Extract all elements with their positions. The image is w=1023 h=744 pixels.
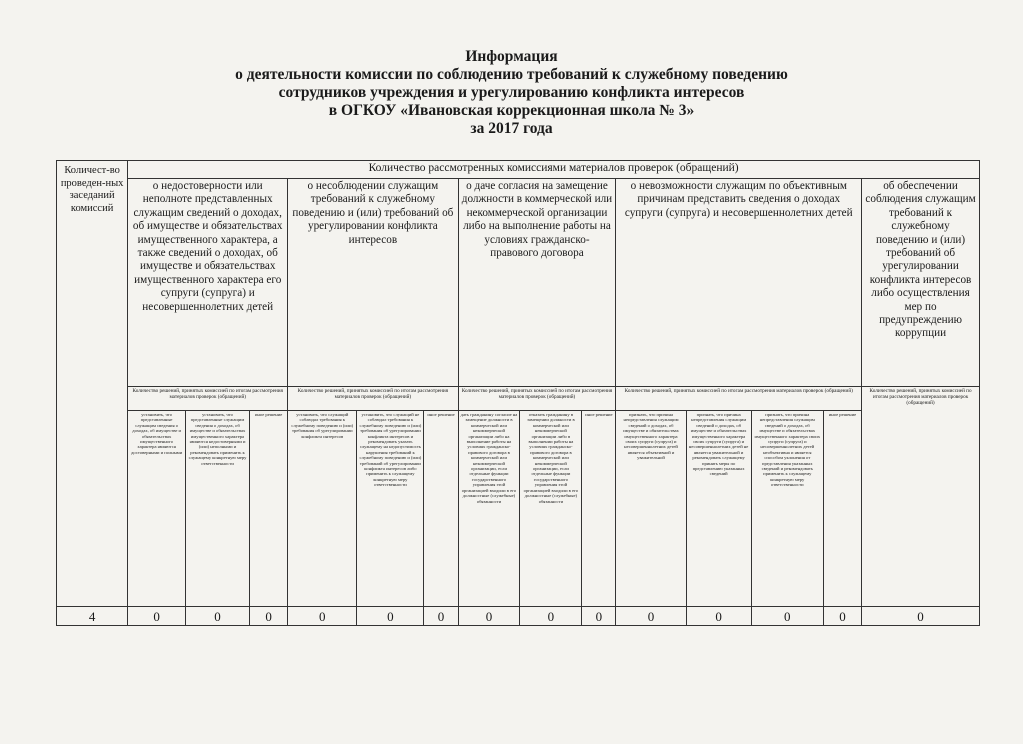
decision-cell: иное решение	[823, 411, 861, 607]
title-line: за 2017 года	[470, 120, 553, 137]
value-cell: 0	[357, 607, 424, 626]
decisions-header: Количество решений, принятых комиссией по итогам рассмотрения материалов проверок (обращений)	[862, 387, 980, 607]
category-header: об обеспечении соблюдения служащим требований к служебному поведению и (или) требований об урегулировании конфликта интересов либо осуществления мер по предупреждению коррупции	[862, 179, 980, 387]
materials-count-header: Количество рассмотренных комиссиями материалов проверок (обращений)	[128, 161, 980, 179]
value-cell: 0	[862, 607, 980, 626]
value-cell: 0	[128, 607, 186, 626]
commission-report-table	[56, 160, 980, 626]
decision-cell: иное решение	[582, 411, 616, 607]
value-cell: 0	[582, 607, 616, 626]
decisions-header: Количество решений, принятых комиссией по итогам рассмотрения материалов проверок (обращений)	[128, 387, 288, 411]
decision-cell: установить, что представленные служащим сведения о доходах, об имуществе и обязательствах имущественного характера являются недостоверными и (или) неполными и рекомендовать применить к служащему конкретную меру ответственности	[186, 411, 250, 607]
value-cell: 0	[823, 607, 861, 626]
title-line: сотрудников учреждения и урегулированию конфликта интересов	[278, 84, 745, 101]
decision-cell: отказать гражданину в замещении должности в коммерческой или некоммерческой организации либо в выполнении работы на условиях гражданско-правового договора в коммерческой или некоммерческой организации, если отдельные функции государственного управления этой организацией входили в его должностные (служебные) обязанности	[520, 411, 582, 607]
decisions-header: Количество решений, принятых комиссией по итогам рассмотрения материалов проверок (обращений)	[288, 387, 458, 411]
value-cell: 0	[686, 607, 751, 626]
value-cell: 0	[250, 607, 288, 626]
value-cell: 0	[288, 607, 357, 626]
title-line: о деятельности комиссии по соблюдению требований к служебному поведению	[235, 66, 788, 83]
decision-cell: признать, что причина непредставления служащим сведений о доходах, об имуществе и обязательствах имущественного характера своих супруги (супруга) и несовершеннолетних детей не является уважительной и рекомендовать служащему принять меры по представлению указанных сведений	[686, 411, 751, 607]
category-header: о даче согласия на замещение должности в коммерческой или некоммерческой организации либо на выполнение работы на условиях гражданско-правового договора	[458, 179, 616, 387]
title-line: Информация	[465, 48, 558, 65]
decisions-header: Количество решений, принятых комиссией по итогам рассмотрения материалов проверок (обращений)	[458, 387, 616, 411]
value-cell: 0	[751, 607, 823, 626]
decision-cell: установить, что представленные служащим сведения о доходах, об имуществе и обязательствах имущественного характера являются достоверными и полными	[128, 411, 186, 607]
value-cell: 0	[186, 607, 250, 626]
decision-cell: иное решение	[424, 411, 458, 607]
decision-cell: установить, что служащий соблюдал требования к служебному поведению и (или) требования об урегулировании конфликта интересов	[288, 411, 357, 607]
value-cell: 0	[520, 607, 582, 626]
value-cell: 0	[616, 607, 686, 626]
decision-cell: дать гражданину согласие на замещение должности в коммерческой или некоммерческой организации либо на выполнение работы на условиях гражданско-правового договора в коммерческой или некоммерческой организации, если отдельные функции государственного управления этой организацией входили в его должностные (служебные) обязанности	[458, 411, 520, 607]
value-cell: 0	[458, 607, 520, 626]
decisions-header: Количество решений, принятых комиссией по итогам рассмотрения материалов проверок (обращений)	[616, 387, 862, 411]
category-header: о невозможности служащим по объективным причинам представить сведения о доходах супруги (супруга) и несовершеннолетних детей	[616, 179, 862, 387]
document-title	[0, 48, 1023, 138]
value-cell: 0	[424, 607, 458, 626]
category-header: о недостоверности или неполноте представленных служащим сведений о доходах, об имуществе и обязательствах имущественного характера, а также сведений о доходах, об имуществе и обязательствах имущественного характера его супруги (супруга) и несовершеннолетних детей	[128, 179, 288, 387]
decision-cell: признать, что причина непредставления служащим сведений о доходах, об имуществе и обязательствах имущественного характера своих супруги (супруга) и несовершеннолетних детей необъективна и является способом уклонения от представления указанных сведений и рекомендовать применить к служащему конкретную меру ответственности	[751, 411, 823, 607]
sessions-count-header: Количест-во проведен-ных заседаний комиссий	[57, 161, 128, 607]
decision-cell: установить, что служащий не соблюдал требования к служебному поведению и (или) требования об урегулировании конфликта интересов и рекомендовать указать служащему на недопустимость нарушения требований к служебному поведению и (или) требований об урегулировании конфликта интересов либо применить к служащему конкретную меру ответственности	[357, 411, 424, 607]
value-cell: 4	[57, 607, 128, 626]
title-line: в ОГКОУ «Ивановская коррекционная школа № 3»	[328, 102, 695, 119]
decision-cell: иное решение	[250, 411, 288, 607]
decision-cell: признать, что причина непредставления служащим сведений о доходах, об имуществе и обязательствах имущественного характера своих супруги (супруга) и несовершеннолетних детей является объективной и уважительной	[616, 411, 686, 607]
category-header: о несоблюдении служащим требований к служебному поведению и (или) требований об урегулировании конфликта интересов	[288, 179, 458, 387]
